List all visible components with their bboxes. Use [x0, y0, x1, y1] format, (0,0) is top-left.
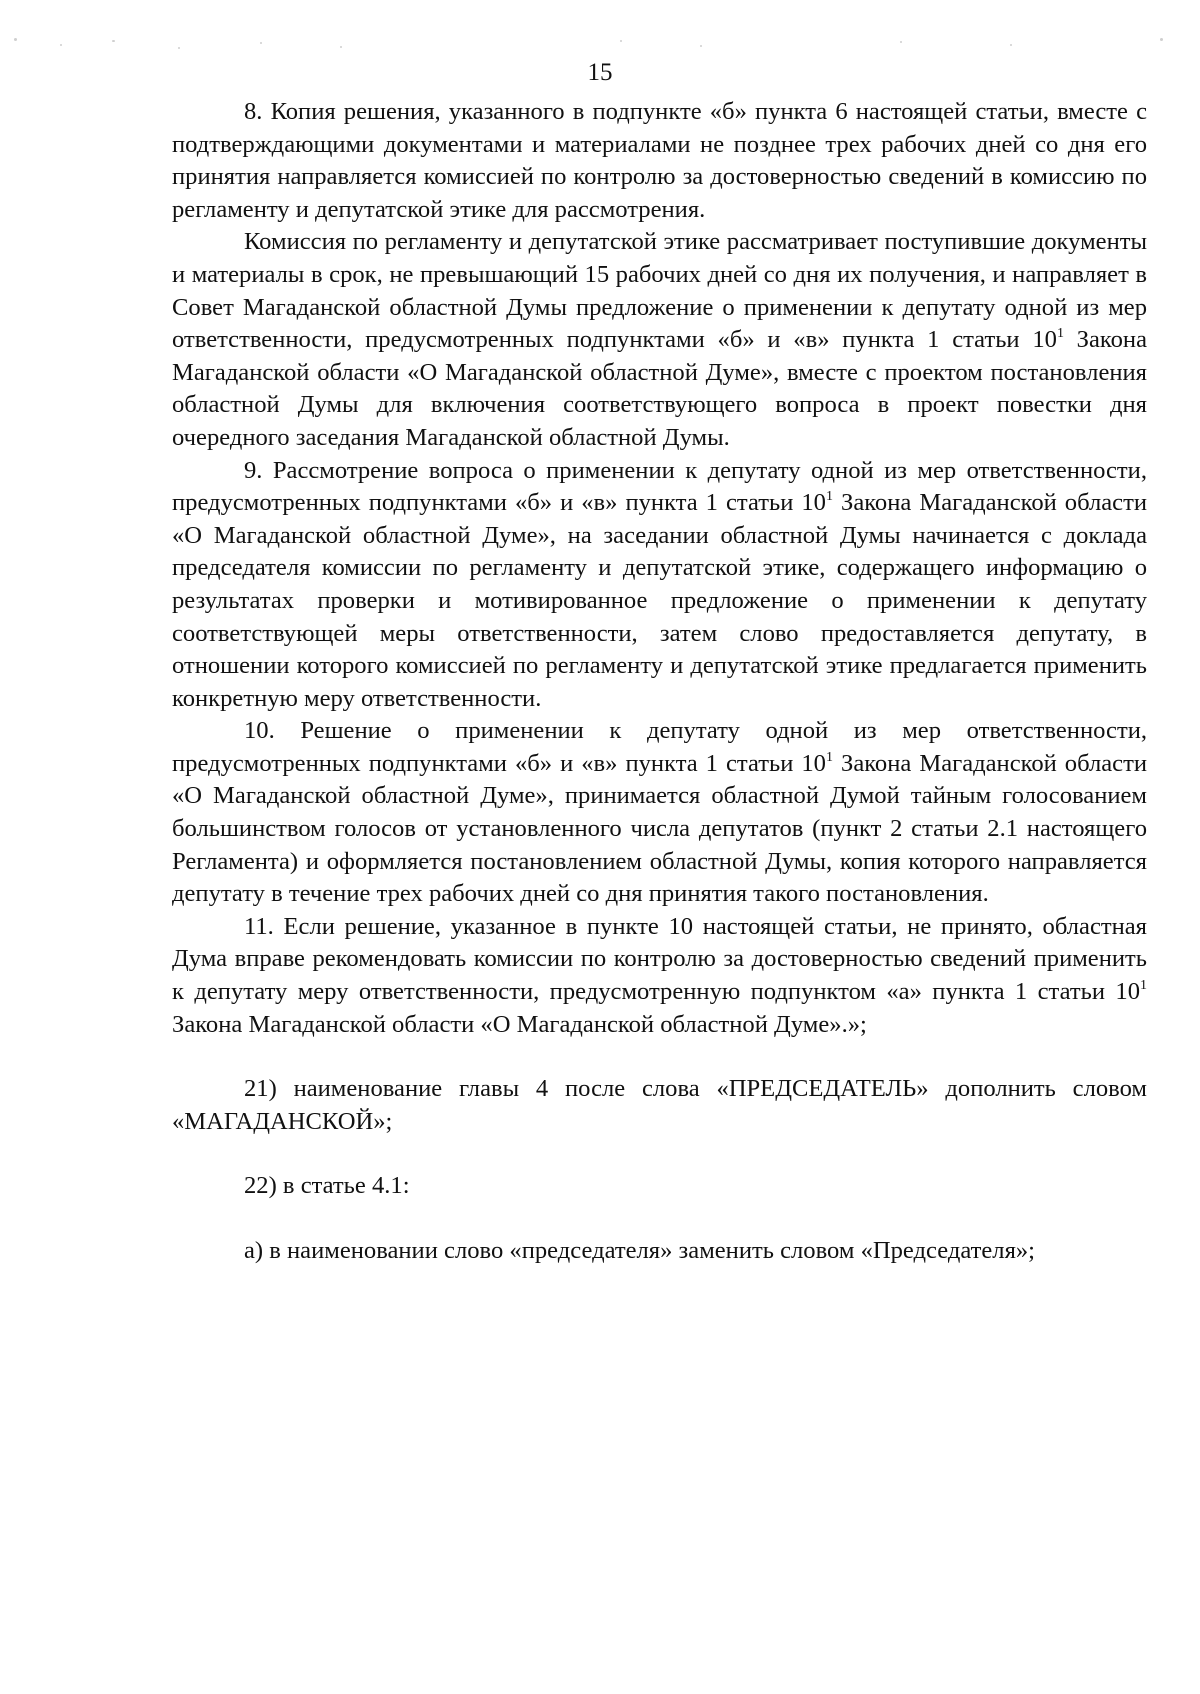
item-22: 22) в статье 4.1:: [244, 1172, 410, 1200]
scan-speck: [340, 46, 342, 48]
scan-speck: [1160, 38, 1163, 41]
scan-speck: [620, 40, 622, 42]
paragraph-11: 11. Если решение, указанное в пункте 10 настоящей статьи, не принято, областная Дума вправе рекомендовать комиссии по контролю за достоверностью сведений применить к депутату меру ответственности, предусмотренную подпунктом «а» пункта 1 статьи $10^1$ Закона Магаданской области «О Магаданской областной Думе».»;: [172, 912, 1147, 1038]
superscript: 1: [825, 489, 833, 505]
document-body: [172, 96, 1147, 1268]
item-22-a: а) в наименовании слово «председателя» заменить словом «Председателя»;: [244, 1237, 1036, 1264]
spacer: [172, 1203, 1147, 1235]
paragraph-commission-review: Комиссия по регламенту и депутатской этике рассматривает поступившие документы и материалы в срок, не превышающий 15 рабочих дней со дня их получения, и направляет в Совет Магаданской областной Думы предложение о применении к депутату одной из мер ответственности, предусмотренных подпунктами «б» и «в» пункта 1 статьи $10^1$ Закона Магаданской области «О Магаданской областной Думе», вместе с проектом постановления областной Думы для включения соответствующего вопроса в проект повестки дня очередного заседания Магаданской областной Думы.: [172, 228, 1147, 451]
spacer: [172, 1041, 1147, 1073]
scan-speck: [14, 38, 17, 41]
spacer: [172, 1138, 1147, 1170]
superscript: 1: [1140, 978, 1147, 994]
superscript: 1: [1056, 326, 1064, 342]
superscript: 1: [825, 749, 833, 765]
scan-speck: [112, 40, 115, 42]
scan-speck: [1010, 44, 1012, 46]
paragraph-8: 8. Копия решения, указанного в подпункте «б» пункта 6 настоящей статьи, вместе с подтверждающими документами и материалами не позднее трех рабочих дней со дня его принятия направляется комиссией по контролю за достоверностью сведений в комиссию по регламенту и депутатской этике для рассмотрения.: [172, 98, 1147, 223]
scan-speck: [900, 41, 902, 43]
scan-speck: [260, 42, 262, 44]
page-number: 15: [587, 59, 613, 86]
scan-speck: [700, 45, 702, 47]
scan-speck: [60, 44, 62, 46]
item-21: 21) наименование главы 4 после слова «ПРЕДСЕДАТЕЛЬ» дополнить словом «МАГАДАНСКОЙ»;: [172, 1075, 1147, 1135]
paragraph-10: 10. Решение о применении к депутату одной из мер ответственности, предусмотренных подпунктами «б» и «в» пункта 1 статьи $10^1$ Закона Магаданской области «О Магаданской областной Думе», принимается областной Думой тайным голосованием большинством голосов от установленного числа депутатов (пункт 2 статьи 2.1 настоящего Регламента) и оформляется постановлением областной Думы, копия которого направляется депутату в течение трех рабочих дней со дня принятия такого постановления.: [172, 717, 1148, 908]
scan-speck: [178, 47, 180, 49]
paragraph-9: 9. Рассмотрение вопроса о применении к депутату одной из мер ответственности, предусмотренных подпунктами «б» и «в» пункта 1 статьи $10^1$ Закона Магаданской области «О Магаданской областной Думе», на заседании областной Думы начинается с доклада председателя комиссии по регламенту и депутатской этике, содержащего информацию о результатах проверки и мотивированное предложение о применении к депутату соответствующей меры ответственности, затем слово предоставляется депутату, в отношении которого комиссией по регламенту и депутатской этике предлагается применить конкретную меру ответственности.: [172, 456, 1148, 712]
